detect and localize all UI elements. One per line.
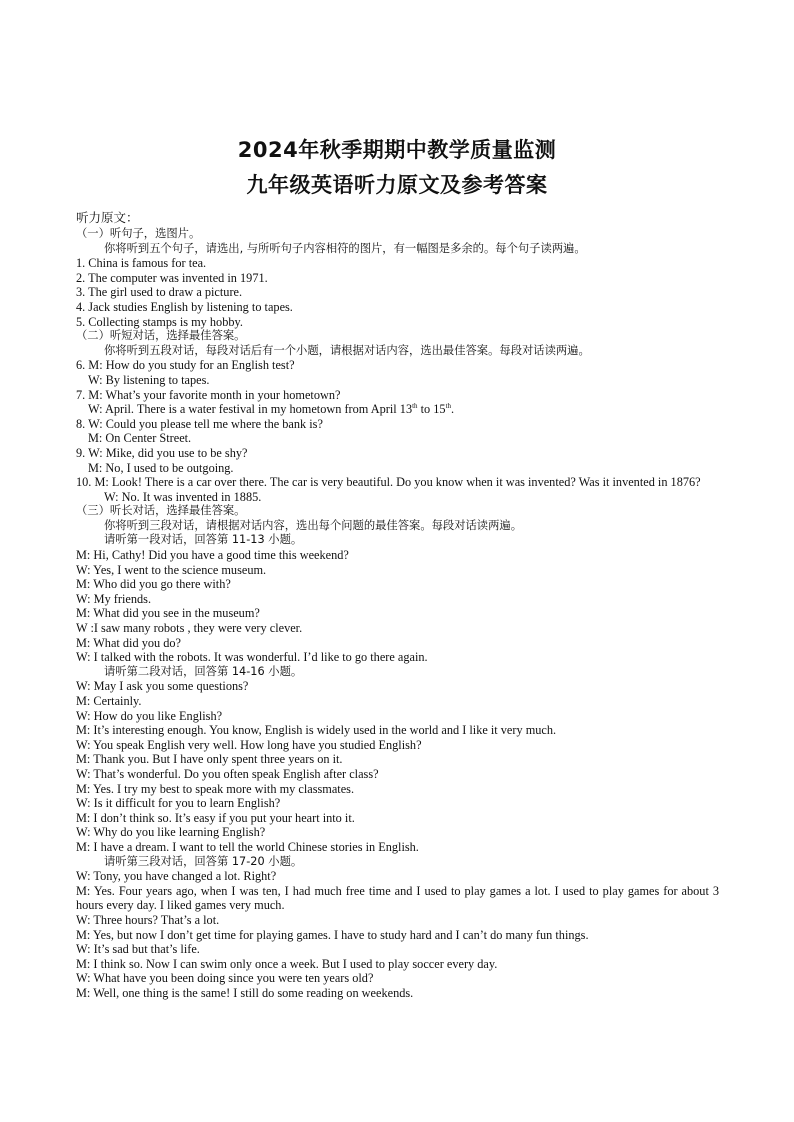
dialogue-line: M: Well, one thing is the same! I still do some reading on weekends. [76, 985, 414, 1000]
dialogue-line: M: No, I used to be outgoing. [88, 460, 234, 475]
dialogue-line: W: It’s sad but that’s life. [76, 942, 200, 957]
dialogue-line: W: My friends. [76, 591, 152, 606]
dialogue-line: W: May I ask you some questions? [76, 679, 249, 694]
dialogue-line: 8. W: Could you please tell me where the bank is? [76, 416, 323, 431]
dialogue-line: M: Yes. I try my best to speak more with my classmates. [76, 781, 355, 796]
list-item: 2. The computer was invented in 1971. [76, 270, 268, 285]
document-body [76, 209, 719, 1000]
dialogue-text: to 15 [417, 402, 446, 417]
dialogue-intro: 请听第三段对话，回答第 17-20 小题。 [104, 854, 303, 868]
dialogue-text: W: April. There is a water festival in my hometown from April 13 [88, 402, 413, 417]
dialogue-line: M: What did you do? [76, 635, 181, 650]
dialogue-line: W: Is it difficult for you to learn English? [76, 796, 281, 811]
dialogue-intro: 请听第二段对话，回答第 14-16 小题。 [104, 664, 303, 678]
dialogue-line: 10. M: Look! There is a car over there. The car is very beautiful. Do you know when it was invented? Was it invented in 1876? [76, 475, 701, 490]
dialogue-line: M: I have a dream. I want to tell the world Chinese stories in English. [76, 839, 419, 854]
dialogue-line: W: You speak English very well. How long have you studied English? [76, 737, 422, 752]
dialogue-line: 6. M: How do you study for an English test? [76, 358, 295, 373]
list-item: 1. China is famous for tea. [76, 256, 207, 271]
document-subtitle: 九年级英语听力原文及参考答案 [246, 173, 548, 197]
dialogue-line: W: Why do you like learning English? [76, 825, 266, 840]
dialogue-line: W: No. It was invented in 1885. [104, 489, 262, 504]
part1-heading: （一）听句子，选图片。 [76, 227, 201, 240]
dialogue-line: 9. W: Mike, did you use to be shy? [76, 445, 248, 460]
dialogue-line: W: What have you been doing since you were ten years old? [76, 971, 374, 986]
dialogue-line: M: It’s interesting enough. You know, English is widely used in the world and I like it very much. [76, 723, 557, 738]
dialogue-line: M: I think so. Now I can swim only once a week. But I used to play soccer every day. [76, 956, 498, 971]
list-item: 5. Collecting stamps is my hobby. [76, 314, 243, 329]
dialogue-text: . [451, 402, 455, 417]
dialogue-line: W :I saw many robots , they were very clever. [76, 621, 303, 636]
dialogue-line: M: Certainly. [76, 694, 142, 708]
dialogue-line: W: I talked with the robots. It was wonderful. I’d like to go there again. [76, 650, 428, 665]
dialogue-line: 7. M: What’s your favorite month in your hometown? [76, 387, 341, 402]
list-item: 3. The girl used to draw a picture. [76, 285, 243, 300]
dialogue-line: W: By listening to tapes. [88, 372, 210, 387]
list-item: 4. Jack studies English by listening to tapes. [76, 299, 293, 314]
dialogue-line: M: Yes, but now I don’t get time for playing games. I have to study hard and I can’t do many fun things. [76, 927, 589, 942]
dialogue-line: M: Thank you. But I have only spent three years on it. [76, 752, 343, 767]
superscript: th [412, 402, 418, 411]
dialogue-line: W: Three hours? That’s a lot. [76, 912, 220, 927]
section-label: 听力原文： [76, 210, 139, 225]
part1-instruction: 你将听到五个句子，请选出, 与所听句子内容相符的图片，有一幅图是多余的。每个句子读两遍。 [104, 241, 586, 255]
dialogue-line: M: On Center Street. [88, 431, 192, 446]
dialogue-line: M: What did you see in the museum? [76, 606, 260, 621]
dialogue-line: W: That’s wonderful. Do you often speak English after class? [76, 766, 379, 781]
part3-instruction: 你将听到三段对话，请根据对话内容，选出每个问题的最佳答案。每段对话读两遍。 [104, 518, 522, 532]
part2-heading: （二）听短对话，选择最佳答案。 [76, 329, 246, 343]
document-title: 2024年秋季期期中教学质量监测 [237, 138, 557, 162]
dialogue-line: W: Yes, I went to the science museum. [76, 562, 267, 577]
dialogue-line: W: How do you like English? [76, 708, 223, 723]
part3-heading: （三）听长对话，选择最佳答案。 [76, 504, 246, 518]
dialogue-line: M: Hi, Cathy! Did you have a good time this weekend? [76, 548, 349, 563]
dialogue-line: M: I don’t think so. It’s easy if you put your heart into it. [76, 810, 355, 825]
dialogue-line: M: Yes. Four years ago, when I was ten, I had much free time and I used to play games a lot. I used to play games for about 3 hours every day. I liked games very much. [76, 883, 719, 913]
title-block [0, 133, 794, 203]
dialogue-line: W: Tony, you have changed a lot. Right? [76, 869, 277, 884]
dialogue-line: M: Who did you go there with? [76, 577, 231, 592]
part2-instruction: 你将听到五段对话，每段对话后有一个小题，请根据对话内容，选出最佳答案。每段对话读两遍。 [104, 343, 590, 357]
dialogue-intro: 请听第一段对话，回答第 11-13 小题。 [104, 533, 303, 547]
dialogue-line [76, 402, 719, 417]
superscript: th [445, 402, 452, 411]
